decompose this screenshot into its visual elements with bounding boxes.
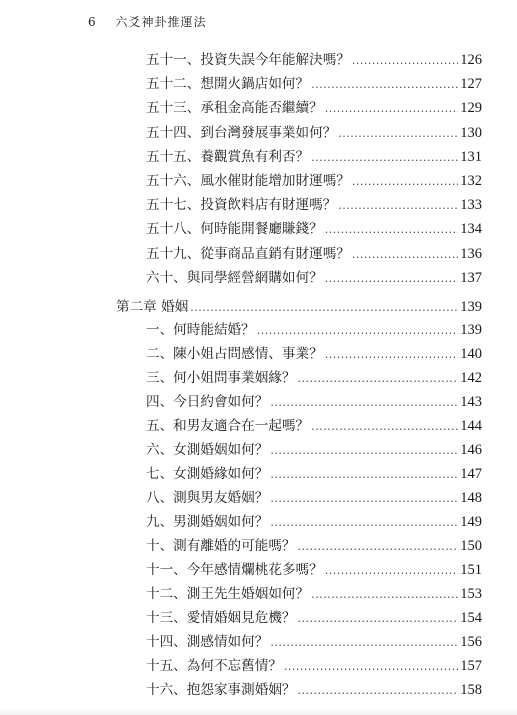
toc-entry[interactable]: [146, 536, 482, 556]
entry-title: 五十二、想開火鍋店如何？: [146, 76, 310, 92]
entry-title: 六十、與同學經營網購如何？: [146, 270, 323, 286]
page-bottom-edge: [0, 709, 517, 715]
dot-leader: [325, 99, 459, 119]
entry-page-number: 131: [460, 149, 482, 165]
dot-leader: [270, 441, 458, 461]
entry-title: 十三、愛情婚姻見危機？: [146, 610, 296, 626]
toc-entry[interactable]: [146, 320, 482, 340]
dot-leader: [298, 609, 459, 629]
toc-entry[interactable]: [146, 608, 482, 628]
entry-title: 十、測有離婚的可能嗎？: [146, 538, 296, 554]
toc-entry[interactable]: [146, 440, 482, 460]
dot-leader: [270, 633, 458, 653]
toc-entry[interactable]: [146, 244, 482, 264]
dot-leader: [325, 220, 459, 240]
entry-page-number: 151: [460, 562, 482, 578]
toc-entry[interactable]: [146, 632, 482, 652]
toc-entry[interactable]: [146, 344, 482, 364]
entry-title: 十四、測感情如何？: [146, 634, 269, 650]
dot-leader: [338, 196, 458, 216]
entry-page-number: 134: [460, 221, 482, 237]
dot-leader: [338, 124, 458, 144]
entry-page-number: 137: [460, 270, 482, 286]
entry-page-number: 133: [460, 197, 482, 213]
entry-title: 八、測與男友婚姻？: [146, 490, 269, 506]
entry-title: 七、女測婚緣如何？: [146, 466, 269, 482]
toc-entry[interactable]: [146, 171, 482, 191]
entry-title: 三、何小姐問事業姻緣？: [146, 370, 296, 386]
chapter-heading[interactable]: [116, 297, 482, 317]
entry-page-number: 130: [460, 125, 482, 141]
dot-leader: [270, 465, 458, 485]
dot-leader: [190, 298, 458, 318]
entry-page-number: 148: [460, 490, 482, 506]
toc-entry[interactable]: [146, 195, 482, 215]
toc-entry[interactable]: [146, 147, 482, 167]
entry-page-number: 132: [460, 173, 482, 189]
header-book-title: 六爻神卦推運法: [115, 15, 207, 29]
toc-entry[interactable]: [146, 512, 482, 532]
entry-title: 五、和男友適合在一起嗎？: [146, 418, 310, 434]
toc-entry[interactable]: [146, 50, 482, 70]
entry-title: 四、今日約會如何？: [146, 394, 269, 410]
entry-title: 九、男測婚姻如何？: [146, 514, 269, 530]
entry-page-number: 150: [460, 538, 482, 554]
dot-leader: [352, 245, 458, 265]
entry-title: 五十六、風水催財能增加財運嗎？: [146, 173, 350, 189]
dot-leader: [284, 657, 458, 677]
dot-leader: [270, 393, 458, 413]
entry-page-number: 126: [460, 52, 482, 68]
entry-title: 第二章 婚姻: [116, 299, 189, 315]
entry-title: 十六、抱怨家事測婚姻？: [146, 682, 296, 698]
entry-page-number: 157: [460, 658, 482, 674]
dot-leader: [298, 537, 459, 557]
toc-entry[interactable]: [146, 464, 482, 484]
dot-leader: [352, 172, 458, 192]
entry-title: 二、陳小姐占問感情、事業？: [146, 346, 323, 362]
dot-leader: [325, 561, 459, 581]
dot-leader: [298, 681, 459, 701]
dot-leader: [311, 585, 458, 605]
entry-title: 十五、為何不忘舊情？: [146, 658, 282, 674]
dot-leader: [325, 345, 459, 365]
toc-entry[interactable]: [146, 123, 482, 143]
entry-page-number: 142: [460, 370, 482, 386]
entry-page-number: 146: [460, 442, 482, 458]
dot-leader: [298, 369, 459, 389]
entry-page-number: 129: [460, 100, 482, 116]
dot-leader: [270, 489, 458, 509]
toc-entry[interactable]: [146, 392, 482, 412]
entry-title: 一、何時能結婚？: [146, 322, 255, 338]
entry-page-number: 139: [460, 299, 482, 315]
toc-entry[interactable]: [146, 416, 482, 436]
entry-title: 五十八、何時能開餐廳賺錢？: [146, 221, 323, 237]
entry-title: 五十七、投資飲料店有財運嗎？: [146, 197, 337, 213]
entry-page-number: 149: [460, 514, 482, 530]
dot-leader: [311, 417, 458, 437]
dot-leader: [257, 321, 459, 341]
toc-entry[interactable]: [146, 656, 482, 676]
dot-leader: [311, 148, 458, 168]
toc-entry[interactable]: [146, 74, 482, 94]
toc-entry[interactable]: [146, 268, 482, 288]
entry-title: 五十五、養觀賞魚有利否？: [146, 149, 310, 165]
toc-entry[interactable]: [146, 560, 482, 580]
toc-entry[interactable]: [146, 680, 482, 700]
entry-title: 十一、今年感情爛桃花多嗎？: [146, 562, 323, 578]
entry-page-number: 144: [460, 418, 482, 434]
header-page-number: 6: [88, 15, 97, 29]
entry-title: 五十四、到台灣發展事業如何？: [146, 125, 337, 141]
entry-title: 五十九、從事商品直銷有財運嗎？: [146, 246, 350, 262]
toc-entry[interactable]: [146, 584, 482, 604]
dot-leader: [311, 75, 458, 95]
entry-page-number: 156: [460, 634, 482, 650]
entry-page-number: 153: [460, 586, 482, 602]
entry-title: 六、女測婚姻如何？: [146, 442, 269, 458]
entry-page-number: 158: [460, 682, 482, 698]
toc-entry[interactable]: [146, 98, 482, 118]
entry-page-number: 127: [460, 76, 482, 92]
entry-title: 十二、測王先生婚姻如何？: [146, 586, 310, 602]
entry-title: 五十三、承租金高能否繼續？: [146, 100, 323, 116]
entry-page-number: 147: [460, 466, 482, 482]
entry-page-number: 136: [460, 246, 482, 262]
entry-page-number: 154: [460, 610, 482, 626]
entry-title: 五十一、投資失誤今年能解決嗎？: [146, 52, 350, 68]
dot-leader: [325, 269, 459, 289]
toc-entry[interactable]: [146, 488, 482, 508]
toc-entry[interactable]: [146, 219, 482, 239]
dot-leader: [270, 513, 458, 533]
toc-entry[interactable]: [146, 368, 482, 388]
entry-page-number: 143: [460, 394, 482, 410]
entry-page-number: 140: [460, 346, 482, 362]
dot-leader: [352, 51, 458, 71]
entry-page-number: 139: [460, 322, 482, 338]
